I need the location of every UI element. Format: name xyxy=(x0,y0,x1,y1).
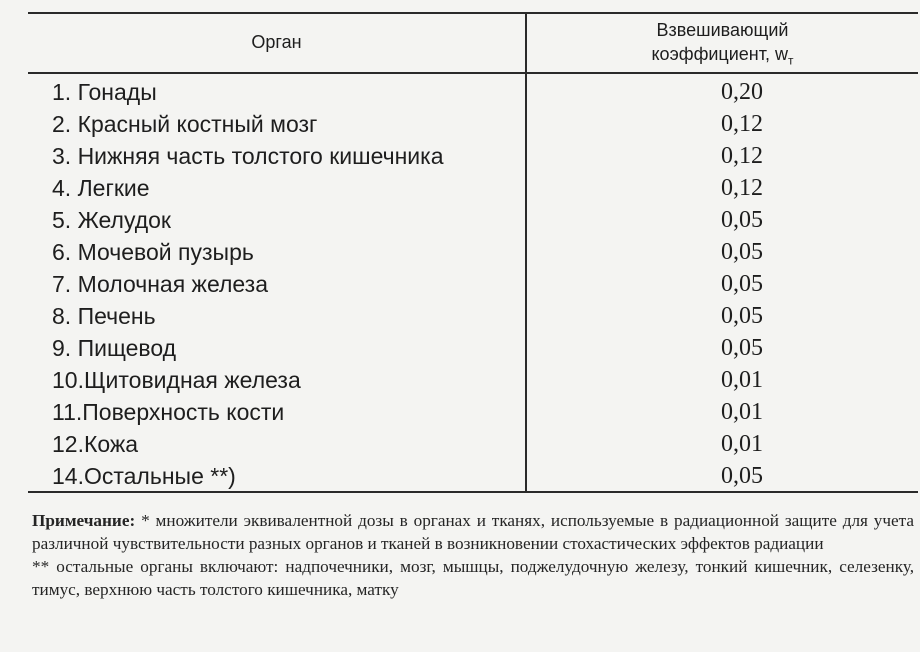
table-row xyxy=(0,428,920,460)
coefficient-cell: 0,05 xyxy=(721,463,763,489)
coefficient-header-line2 xyxy=(527,42,918,73)
coefficient-cell: 0,01 xyxy=(721,399,763,425)
organ-cell: 6. Мочевой пузырь xyxy=(52,239,254,265)
table-row xyxy=(0,268,920,300)
coefficient-cell: 0,12 xyxy=(721,143,763,169)
table-row xyxy=(0,300,920,332)
table-row xyxy=(0,332,920,364)
organ-cell: 4. Легкие xyxy=(52,175,150,201)
table-row xyxy=(0,396,920,428)
column-header-organ: Орган xyxy=(251,32,302,52)
table-row xyxy=(0,364,920,396)
note-paragraph-2 xyxy=(32,555,914,601)
organ-cell: 3. Нижняя часть толстого кишечника xyxy=(52,143,444,169)
organ-cell: 10.Щитовидная железа xyxy=(52,367,301,393)
organ-cell: 1. Гонады xyxy=(52,79,157,105)
note-paragraph-1 xyxy=(32,509,914,555)
organ-cell: 5. Желудок xyxy=(52,207,171,233)
note-text-2: ** остальные органы включают: надпочечники, мозг, мышцы, поджелудочную железу, тонкий кишечник, селезенку, тимус, верхнюю часть толстого кишечника, матку xyxy=(32,557,914,599)
table-note xyxy=(32,509,914,601)
coefficient-cell: 0,20 xyxy=(721,79,763,105)
table-body xyxy=(0,76,920,492)
coefficient-cell: 0,12 xyxy=(721,111,763,137)
coefficient-header-line1: Взвешивающий xyxy=(656,20,789,40)
coefficient-cell: 0,05 xyxy=(721,239,763,265)
table-row xyxy=(0,204,920,236)
coefficient-header-text: коэффициент, w xyxy=(651,44,788,64)
organ-cell: 11.Поверхность кости xyxy=(52,399,285,425)
table-row xyxy=(0,108,920,140)
table-row xyxy=(0,76,920,108)
organ-cell: 12.Кожа xyxy=(52,431,139,457)
coefficient-cell: 0,05 xyxy=(721,207,763,233)
table-row xyxy=(0,172,920,204)
coefficient-cell: 0,12 xyxy=(721,175,763,201)
coefficient-cell: 0,05 xyxy=(721,335,763,361)
coefficient-cell: 0,01 xyxy=(721,367,763,393)
table-row xyxy=(0,140,920,172)
coefficient-header-subscript: т xyxy=(788,53,794,68)
column-header-coefficient xyxy=(527,18,918,73)
table-row xyxy=(0,460,920,492)
organ-cell: 14.Остальные **) xyxy=(52,463,236,489)
organ-cell: 9. Пищевод xyxy=(52,335,177,361)
note-label: Примечание: xyxy=(32,511,136,530)
table-row xyxy=(0,236,920,268)
coefficient-cell: 0,05 xyxy=(721,303,763,329)
table-top-rule xyxy=(28,12,918,14)
note-text-1: * множители эквивалентной дозы в органах и тканях, используемые в радиационной защите для учета различной чувствительности разных органов и тканей в возникновении стохастических эффектов радиации xyxy=(32,511,915,553)
organ-cell: 2. Красный костный мозг xyxy=(52,111,318,137)
coefficient-cell: 0,05 xyxy=(721,271,763,297)
organ-cell: 7. Молочная железа xyxy=(52,271,269,297)
organ-cell: 8. Печень xyxy=(52,303,156,329)
coefficient-cell: 0,01 xyxy=(721,431,763,457)
